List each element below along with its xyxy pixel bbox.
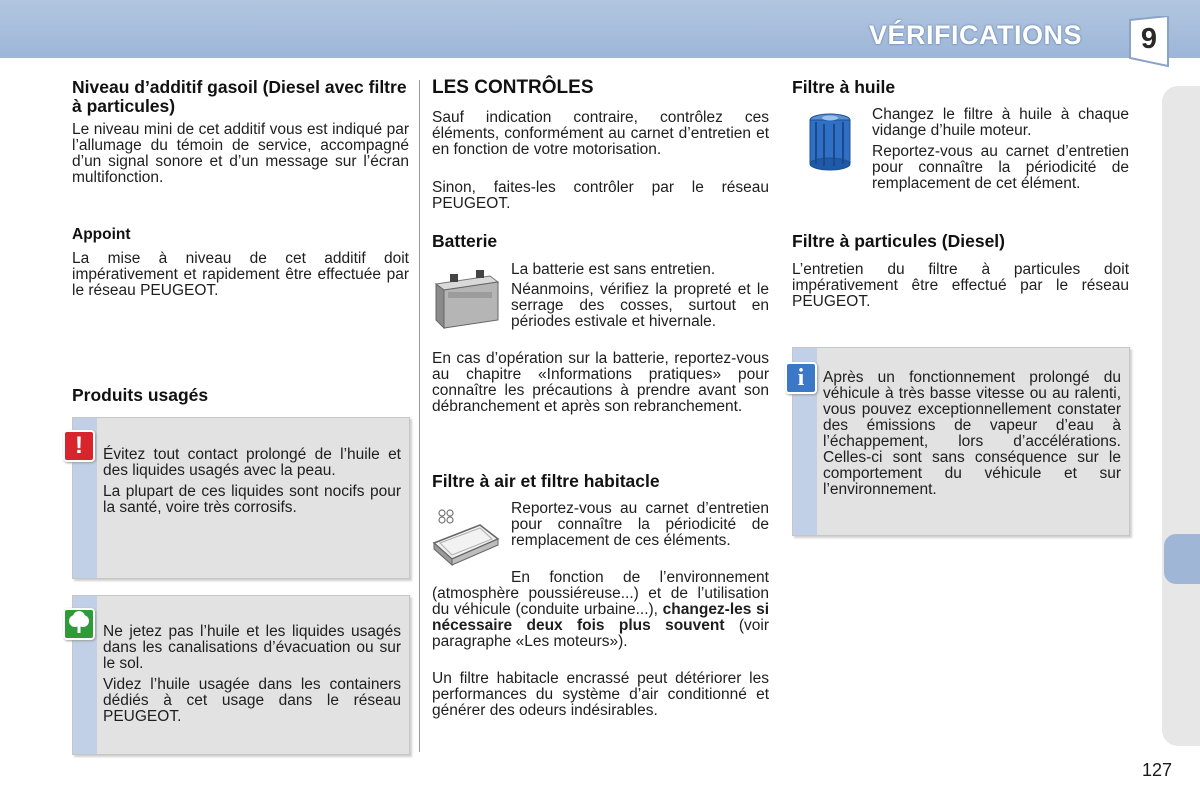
produits-title: Produits usagés xyxy=(72,385,209,405)
chapter-number: 9 xyxy=(1140,23,1158,55)
eco-p1: Ne jetez pas l’huile et les liquides usagés dans les canalisations d’évacuation ou sur le sol. xyxy=(103,623,401,672)
particules-text: L’entretien du filtre à particules doit impérativement être effectué par le réseau PEUGEOT. xyxy=(792,261,1129,310)
chapter-badge xyxy=(1128,16,1170,66)
filtre-air-title: Filtre à air et filtre habitacle xyxy=(432,471,660,491)
additive-title: Niveau d’additif gasoil (Diesel avec filtre à particules) xyxy=(72,77,407,116)
filtre-air-p1: Reportez-vous au carnet d’entretien pour connaître la périodicité de remplacement de ces éléments. xyxy=(511,500,769,549)
info-text: Après un fonctionnement prolongé du véhicule à très basse vitesse ou au ralenti, vous pouvez exceptionnellement constater des émissions de vapeur d’eau à l’échappement, lors d’accélérations. Celles-ci sont sans conséquence sur le comportement du véhicule et sur l’environnement. xyxy=(823,369,1121,498)
oil-filter-illustration xyxy=(800,108,860,176)
column-divider xyxy=(419,80,420,752)
chapter-sidebar xyxy=(1162,86,1200,746)
controles-p2: Sinon, faites-les contrôler par le réseau PEUGEOT. xyxy=(432,179,769,212)
controles-title: LES CONTRÔLES xyxy=(432,77,594,98)
appoint-title: Appoint xyxy=(72,226,131,243)
battery-illustration xyxy=(432,262,500,332)
controles-p1: Sauf indication contraire, contrôlez ces éléments, conformément au carnet d’entretien et en fonction de votre motorisation. xyxy=(432,109,769,158)
warning-box xyxy=(72,417,410,579)
chapter-tab[interactable] xyxy=(1164,534,1200,584)
filtre-air-p2 xyxy=(432,570,769,650)
huile-title: Filtre à huile xyxy=(792,77,896,97)
batterie-p2: Néanmoins, vérifiez la propreté et le serrage des cosses, surtout en périodes estivale et hivernale. xyxy=(511,281,769,330)
eco-p2: Videz l’huile usagée dans les containers dédiés à cet usage dans le réseau PEUGEOT. xyxy=(103,676,401,725)
filtre-air-p2-emphasis: changez-les si nécessaire deux fois plus souvent xyxy=(432,601,769,634)
particules-title: Filtre à particules (Diesel) xyxy=(792,231,1005,251)
warning-p2: La plupart de ces liquides sont nocifs pour la santé, voire très corrosifs. xyxy=(103,483,401,516)
warning-p1: Évitez tout contact prolongé de l’huile et des liquides usagés avec la peau. xyxy=(103,446,401,479)
huile-p2: Reportez-vous au carnet d’entretien pour connaître la périodicité de remplacement de cet élément. xyxy=(872,143,1129,192)
appoint-text: La mise à niveau de cet additif doit impérativement et rapidement être effectuée par le réseau PEUGEOT. xyxy=(72,250,409,299)
warning-text xyxy=(103,447,401,521)
additive-text: Le niveau mini de cet additif vous est indiqué par l’allumage du témoin de service, accompagné d’un signal sonore et d’un message sur l’écran multifonction. xyxy=(72,121,409,186)
batterie-p3: En cas d’opération sur la batterie, reportez-vous au chapitre «Informations pratiques» pour connaître les précautions à prendre avant son débranchement et après son rebranchement. xyxy=(432,350,769,415)
huile-p1: Changez le filtre à huile à chaque vidange d’huile moteur. xyxy=(872,106,1129,139)
info-box xyxy=(792,347,1130,536)
header-band xyxy=(0,0,1200,58)
eco-text xyxy=(103,624,401,730)
batterie-title: Batterie xyxy=(432,231,498,251)
page-number: 127 xyxy=(1141,760,1172,780)
eco-box xyxy=(72,595,410,755)
air-filter-illustration xyxy=(432,503,502,571)
batterie-p1: La batterie est sans entretien. xyxy=(511,261,716,278)
filtre-air-p2-c: (voir paragraphe «Les moteurs»). xyxy=(432,617,769,650)
tree-icon xyxy=(63,608,95,640)
warning-icon: ! xyxy=(63,430,95,462)
info-icon: i xyxy=(785,362,817,394)
page-title: VÉRIFICATIONS xyxy=(868,20,1082,50)
filtre-air-p2-a: En fonction de l’environnement (atmosphère poussiéreuse...) et de l’utilisation du véhicule (conduite urbaine...), xyxy=(432,569,769,618)
filtre-air-p3: Un filtre habitacle encrassé peut détériorer les performances du système d’air conditionné et générer des odeurs indésirables. xyxy=(432,670,769,719)
